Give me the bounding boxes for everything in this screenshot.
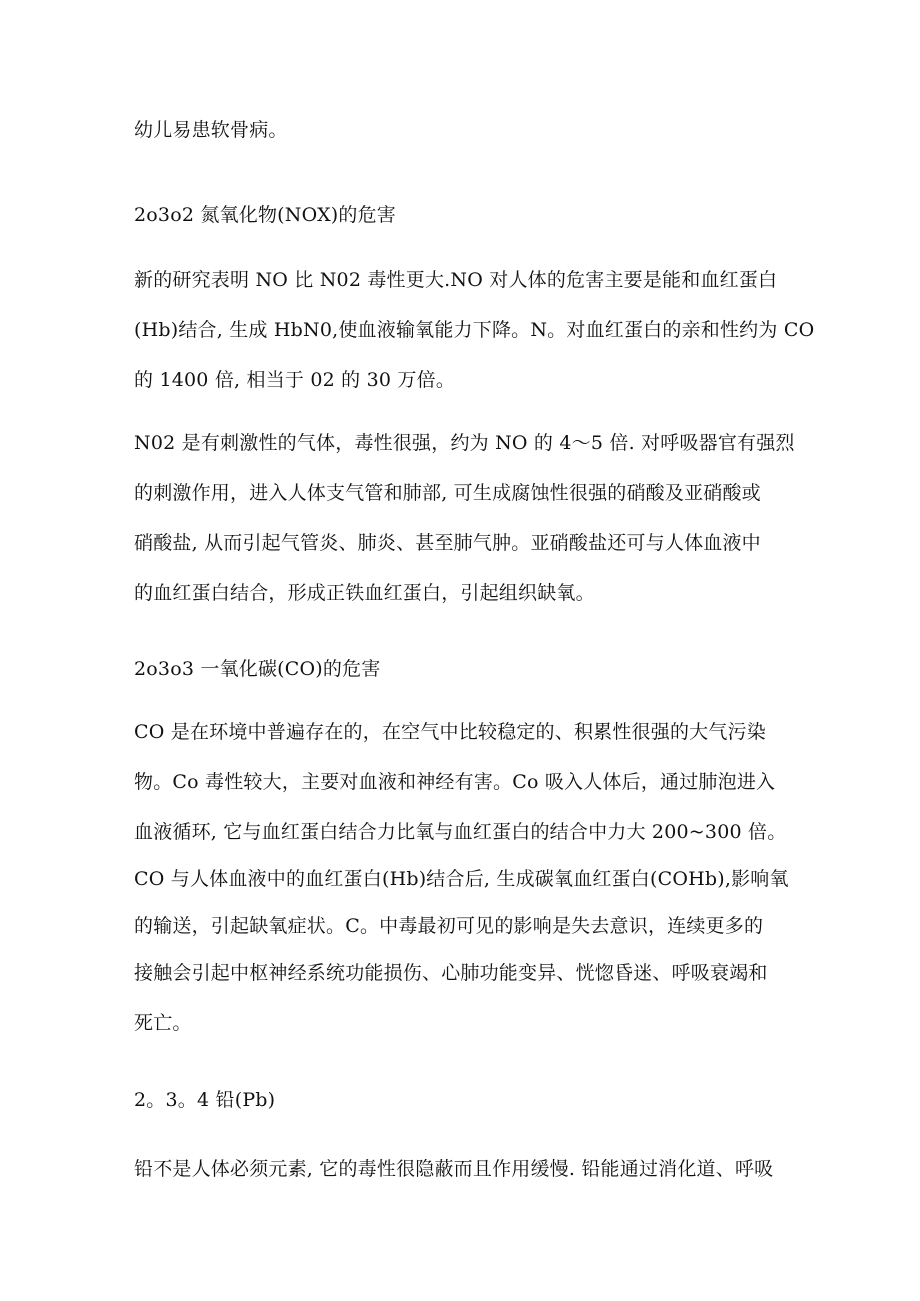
paragraph-line: 的血红蛋白结合，形成正铁血红蛋白，引起组织缺氧。 xyxy=(134,582,595,604)
section-heading-2-3-2: 2o3o2 氮氧化物(NOX)的危害 xyxy=(134,204,397,226)
paragraph-line: N02 是有刺激性的气体，毒性很强，约为 NO 的 4～5 倍. 对呼吸器官有强烈 xyxy=(134,432,795,454)
paragraph-line: 铅不是人体必须元素, 它的毒性很隐蔽而且作用缓慢. 铅能通过消化道、呼吸 xyxy=(134,1158,774,1180)
paragraph-line: 的 1400 倍, 相当于 02 的 30 万倍。 xyxy=(134,369,456,391)
section-heading-2-3-4: 2。3。4 铅(Pb) xyxy=(134,1089,276,1111)
paragraph-line: 的刺激作用，进入人体支气管和肺部, 可生成腐蚀性很强的硝酸及亚硝酸或 xyxy=(134,482,761,504)
paragraph-line: 幼儿易患软骨病。 xyxy=(134,119,288,141)
paragraph-line: 的输送，引起缺氧症状。C。中毒最初可见的影响是失去意识，连续更多的 xyxy=(134,915,764,937)
paragraph-line: 硝酸盐, 从而引起气管炎、肺炎、甚至肺气肿。亚硝酸盐还可与人体血液中 xyxy=(134,532,761,554)
paragraph-line: CO 是在环境中普遍存在的，在空气中比较稳定的、积累性很强的大气污染 xyxy=(134,721,766,743)
paragraph-line: 血液循环, 它与血红蛋白结合力比氧与血红蛋白的结合中力大 200~300 倍。 xyxy=(134,821,787,843)
section-heading-2-3-3: 2o3o3 一氧化碳(CO)的危害 xyxy=(134,658,381,680)
paragraph-line: 新的研究表明 NO 比 N02 毒性更大.NO 对人体的危害主要是能和血红蛋白 xyxy=(134,269,778,291)
paragraph-line: 物。Co 毒性较大，主要对血液和神经有害。Co 吸入人体后，通过肺泡进入 xyxy=(134,771,776,793)
paragraph-line: CO 与人体血液中的血红蛋白(Hb)结合后, 生成碳氧血红蛋白(COHb),影响氧 xyxy=(134,868,789,890)
paragraph-line: (Hb)结合, 生成 HbN0,使血液输氧能力下降。N。对血红蛋白的亲和性约为 CO xyxy=(134,319,815,341)
paragraph-line: 接触会引起中枢神经系统功能损伤、心肺功能变异、恍惚昏迷、呼吸衰竭和 xyxy=(134,962,768,984)
paragraph-line: 死亡。 xyxy=(134,1012,192,1034)
